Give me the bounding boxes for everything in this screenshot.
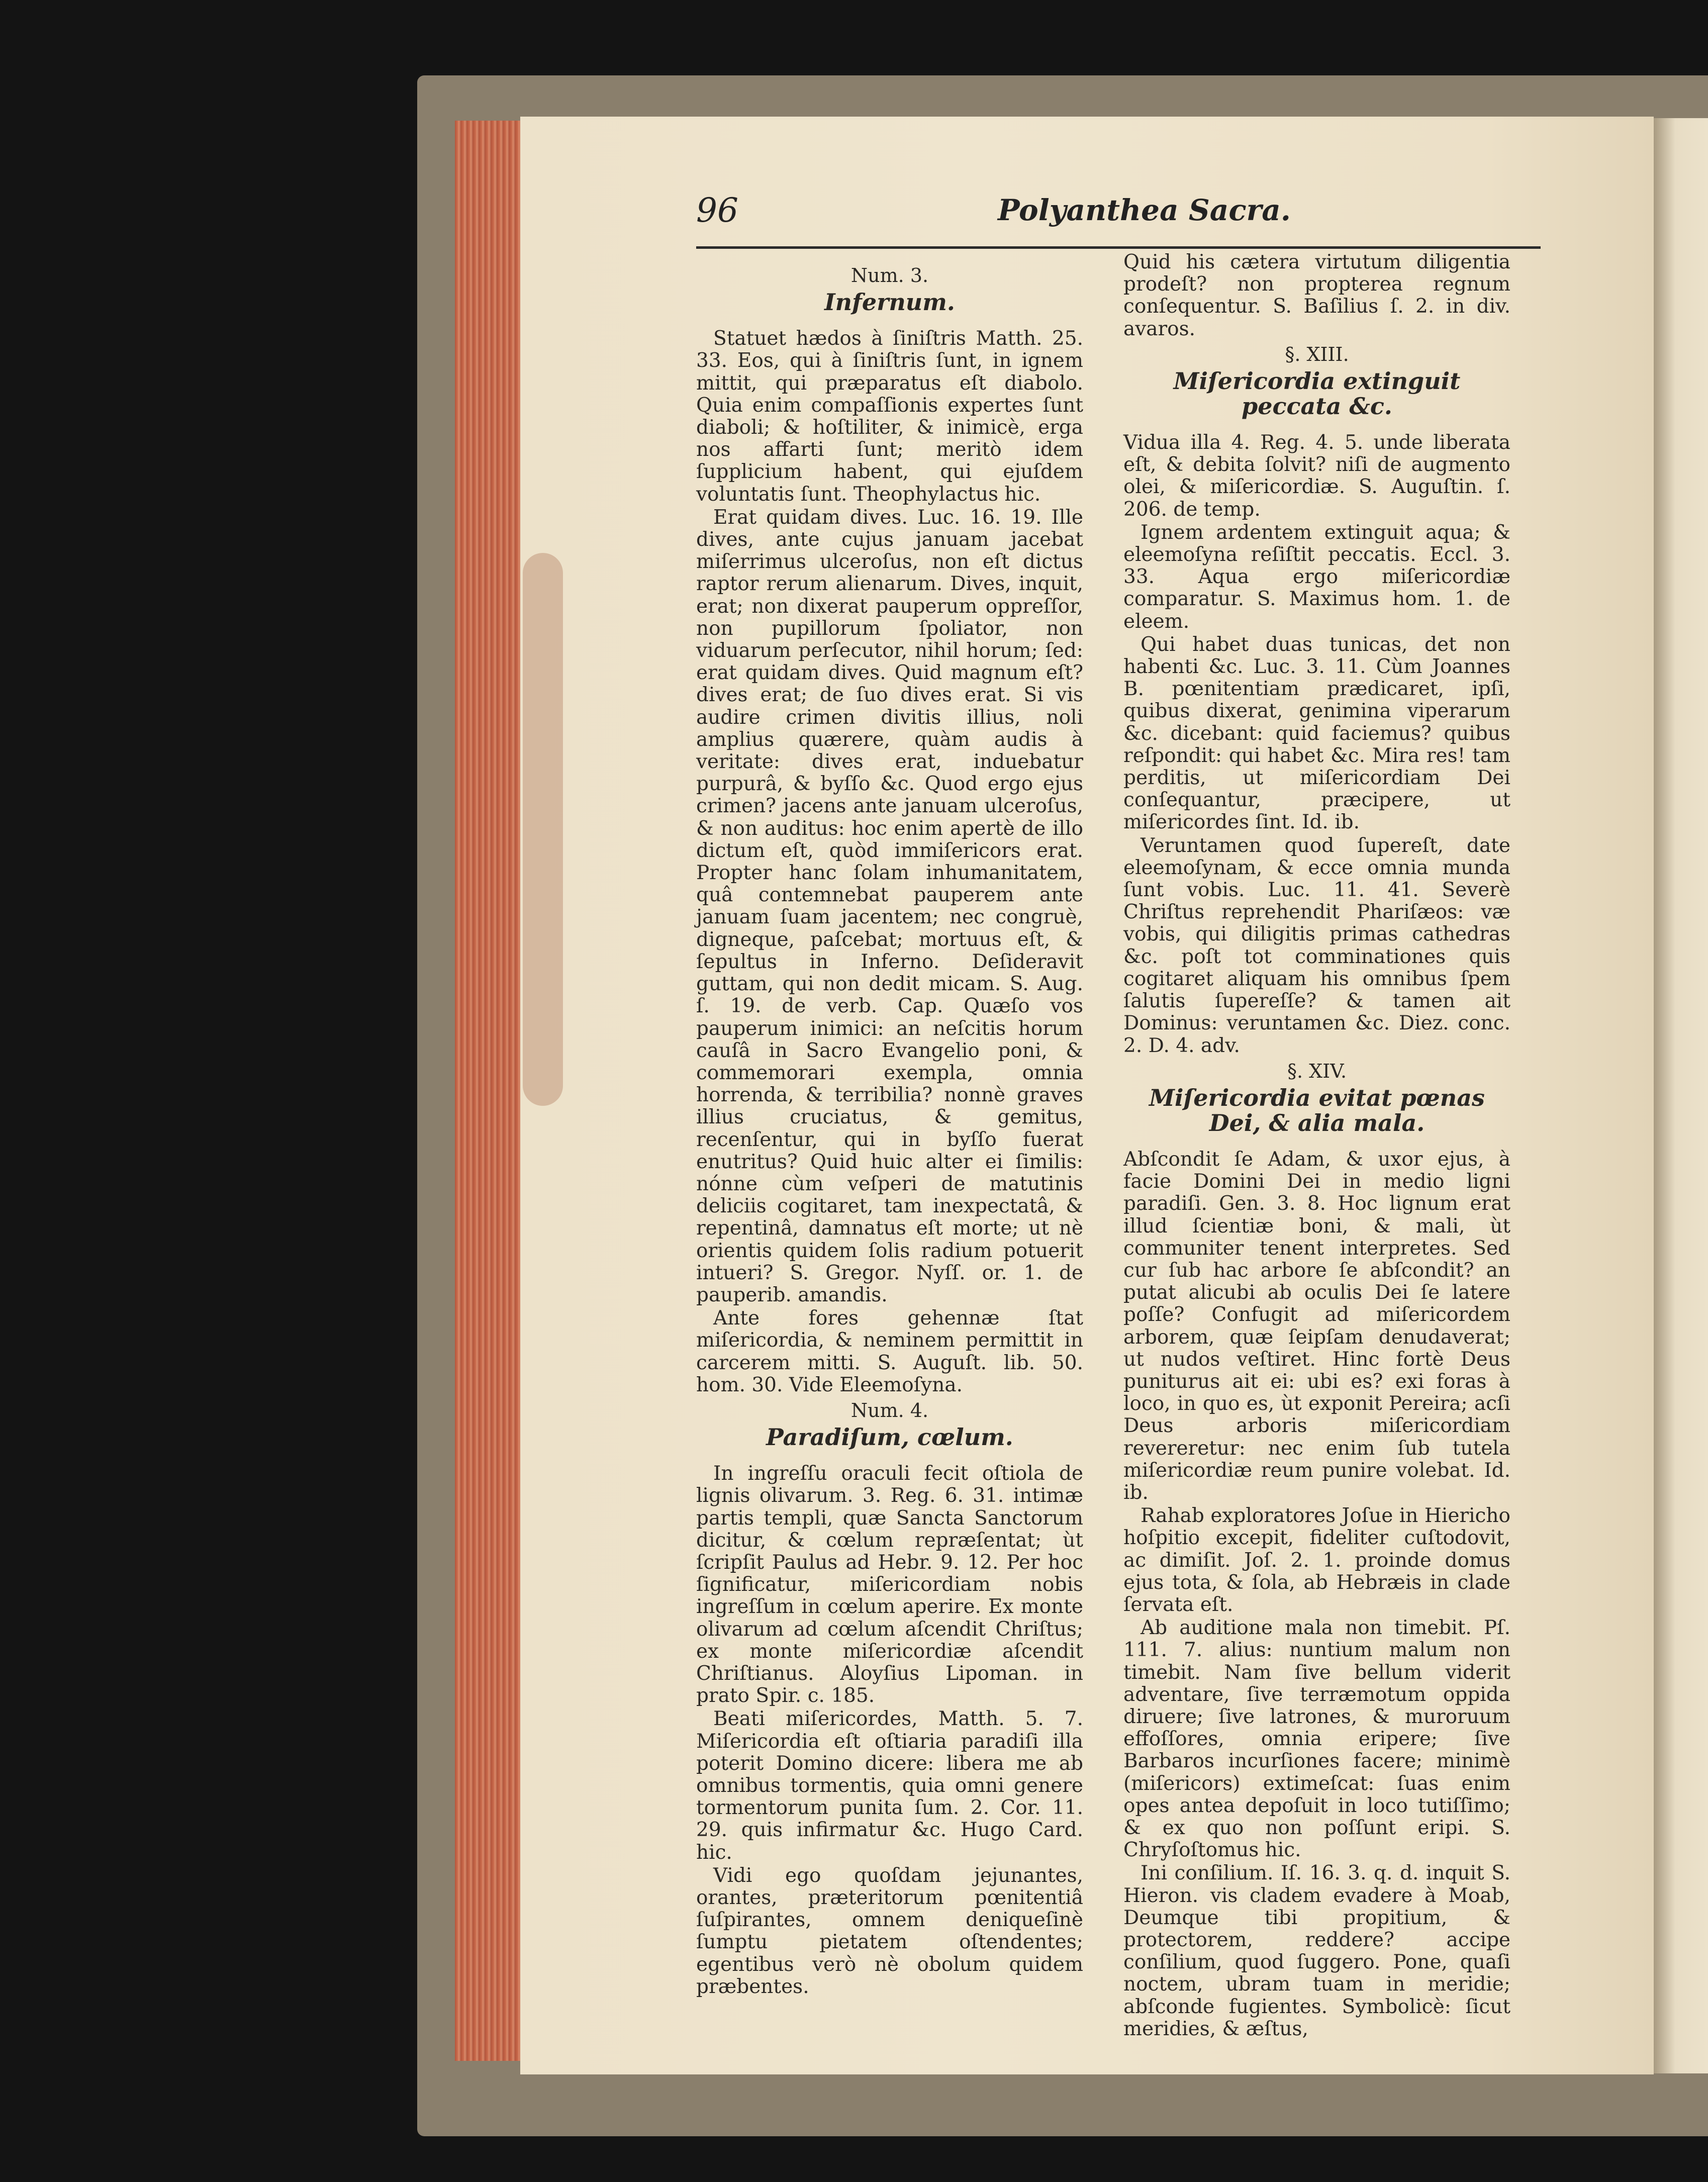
section-title: Paradiſum, cœlum. <box>766 1424 1013 1451</box>
paragraph: Veruntamen quod ſupereſt, date eleemoſynam, & ecce omnia munda ſunt vobis. Luc. 11. 41. Severè Chriſtus reprehendit Phariſæos: væ vobis, qui diligitis primas cathedras &c. poſt tot comminationes quis cogitaret aliquam his omnibus ſpem ſalutis ſupereſſe? & tamen ait Dominus: veruntamen &c. Diez. conc. 2. D. 4. adv. <box>1123 834 1510 1057</box>
paragraph: Ini conſilium. Iſ. 16. 3. q. d. inquit S. Hieron. vis cladem evadere à Moab, Deumque tibi propitium, & protectorem, reddere? accipe conſilium, quod ſuggero. Pone, quaſi noctem, ubram tuam in meridie; abſconde fugientes. Symbolicè: ſicut meridies, & æſtus, <box>1123 1862 1510 2040</box>
section-number: Num. 3. <box>850 264 929 287</box>
paragraph: Ante fores gehennæ ſtat miſericordia, & neminem permittit in carcerem mitti. S. Auguſt. lib. 50. hom. 30. Vide Eleemoſyna. <box>696 1307 1083 1396</box>
page-header <box>696 191 1541 251</box>
paragraph: Ignem ardentem extinguit aqua; & eleemoſyna reſiſtit peccatis. Eccl. 3. 33. Aqua ergo miſericordiæ comparatur. S. Maximus hom. 1. de eleem. <box>1123 521 1510 633</box>
page-stain <box>523 553 563 1106</box>
paragraph: Abſcondit ſe Adam, & uxor ejus, à facie Domini Dei in medio ligni paradiſi. Gen. 3. 8. Hoc lignum erat illud ſcientiæ boni, & mali, ùt communiter tenent interpretes. Sed cur ſub hac arbore ſe abſcondit? an putat alicubi ab oculis Dei ſe latere poſſe? Confugit ad miſericordem arborem, quæ ſeipſam denudaverat; ut nudos veſtiret. Hinc fortè Deus puniturus ait ei: ubi es? exi foras à loco, in quo es, ùt exponit Pereira; acſi Deus arboris miſericordiam revereretur: nec enim ſub tutela miſericordiæ reum punire volebat. Id. ib. <box>1123 1148 1510 1504</box>
facing-page-edge <box>1654 118 1708 2073</box>
page-number: 96 <box>696 191 738 230</box>
right-column <box>1123 251 1510 2041</box>
section-number: Num. 4. <box>850 1399 929 1421</box>
paragraph: Rahab exploratores Joſue in Hiericho hoſpitio excepit, fideliter cuſtodovit, ac dimiſit. Joſ. 2. 1. proinde domus ejus tota, & ſola, ab Hebræis in clade ſervata eſt. <box>1123 1504 1510 1616</box>
left-column <box>696 261 1083 1999</box>
paragraph: Quid his cætera virtutum diligentia prodeſt? non propterea regnum conſequentur. S. Baſilius ſ. 2. in div. avaros. <box>1123 251 1510 340</box>
section-title: Miſericordia extinguit peccata &c. <box>1173 367 1461 420</box>
section-title: Miſericordia evitat pœnas Dei, & alia mala. <box>1149 1084 1485 1136</box>
header-rule <box>696 246 1541 249</box>
paragraph: Qui habet duas tunicas, det non habenti &c. Luc. 3. 11. Cùm Joannes B. pœnitentiam prædicaret, ipſi, quibus dixerat, genimina viperarum &c. dicebant: quid faciemus? quibus reſpondit: qui habet &c. Mira res! tam perditis, ut miſericordiam Dei conſequantur, præcipere, ut miſericordes ſint. Id. ib. <box>1123 633 1510 834</box>
paragraph: Beati miſericordes, Matth. 5. 7. Miſericordia eſt oſtiaria paradiſi illa poterit Domino dicere: libera me ab omnibus tormentis, quia omni genere tormentorum punita ſum. 2. Cor. 11. 29. quis infirmatur &c. Hugo Card. hic. <box>696 1707 1083 1864</box>
paragraph: In ingreſſu oraculi fecit oſtiola de lignis olivarum. 3. Reg. 6. 31. intimæ partis templi, quæ Sancta Sanctorum dicitur, & cœlum repræſentat; ùt ſcripſit Paulus ad Hebr. 9. 12. Per hoc ſignificatur, miſericordiam nobis ingreſſum in cœlum aperire. Ex monte olivarum ad cœlum aſcendit Chriſtus; ex monte miſericordiæ aſcendit Chriſtianus. Aloyſius Lipoman. in prato Spir. c. 185. <box>696 1462 1083 1707</box>
page-edges <box>455 121 525 2061</box>
running-title: Polyanthea Sacra. <box>998 193 1291 227</box>
section-number: §. XIV. <box>1287 1060 1347 1082</box>
paragraph: Vidi ego quoſdam jejunantes, orantes, præteritorum pœnitentiâ ſuſpirantes, omnem deniqueſinè ſumptu pietatem oſtendentes; egentibus verò nè obolum quidem præbentes. <box>696 1864 1083 1998</box>
section-title: Infernum. <box>824 289 955 316</box>
paragraph: Ab auditione mala non timebit. Pſ. 111. 7. alius: nuntium malum non timebit. Nam ſive bellum viderit adventare, ſive terræmotum oppida diruere; ſive latrones, & muroruum effoſſores, omnia eripere; ſive Barbaros incurſiones facere; minimè (miſericors) extimeſcat: ſuas enim opes antea depoſuit in loco tutiſſimo; & ex quo non poſſunt eripi. S. Chryſoſtomus hic. <box>1123 1617 1510 1862</box>
section-number: §. XIII. <box>1285 343 1349 365</box>
paragraph: Statuet hædos à ſiniſtris Matth. 25. 33. Eos, qui à ſiniſtris ſunt, in ignem mittit, qui præparatus eſt diabolo. Quia enim compaſſionis expertes ſunt diaboli; & hoſtiliter, & inimicè, erga nos affarti ſunt; meritò idem ſupplicium habent, qui ejuſdem voluntatis ſunt. Theophylactus hic. <box>696 327 1083 506</box>
paragraph: Erat quidam dives. Luc. 16. 19. Ille dives, ante cujus januam jacebat miſerrimus ulceroſus, non eſt dictus raptor rerum alienarum. Dives, inquit, erat; non dixerat pauperum oppreſſor, non pupillorum ſpoliator, non viduarum perſecutor, nihil horum; ſed: erat quidam dives. Quid magnum eſt? dives erat; de ſuo dives erat. Si vis audire crimen divitis illius, noli amplius quærere, quàm audis à veritate: dives erat, induebatur purpurâ, & byſſo &c. Quod ergo ejus crimen? jacens ante januam ulceroſus, & non auditus: hoc enim apertè de illo dictum eſt, quòd immiſericors erat. Propter hanc ſolam inhumanitatem, quâ contemnebat pauperem ante januam ſuam jacentem; nec congruè, digneque, paſcebat; mortuus eſt, & ſepultus in Inferno. Deſideravit guttam, qui non dedit micam. S. Aug. ſ. 19. de verb. Cap. Quæſo vos pauperum inimici: an neſcitis horum cauſâ in Sacro Evangelio poni, & commemorari exempla, omnia horrenda, & terribilia? nonnè graves illius cruciatus, & gemitus, recenſentur, qui in byſſo fuerat enutritus? Quid huic alter ei ſimilis: nónne cùm veſperi de matutinis deliciis cogitaret, tam inexpectatâ, & repentinâ, damnatus eſt morte; ut nè orientis quidem ſolis radium potuerit intueri? S. Gregor. Nyſſ. or. 1. de pauperib. amandis. <box>696 506 1083 1306</box>
paragraph: Vidua illa 4. Reg. 4. 5. unde liberata eſt, & debita ſolvit? niſi de augmento olei, & miſericordiæ. S. Auguſtin. ſ. 206. de temp. <box>1123 431 1510 521</box>
